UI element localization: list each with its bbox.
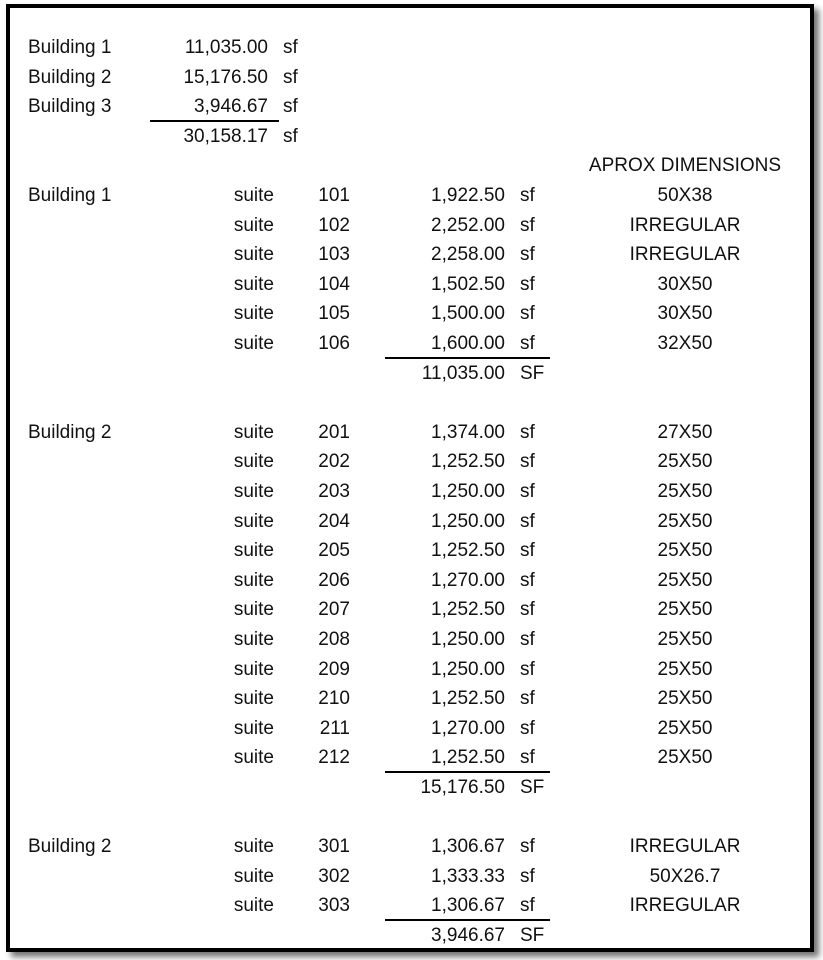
building-subtotal-unit: SF [520,925,545,946]
suite-area: 2,252.00 [431,215,505,236]
summary-building-area: 11,035.00 [184,37,268,58]
suite-dimensions: 30X50 [657,274,713,295]
suite-type: suite [233,185,274,206]
suite-unit: sf [520,451,535,472]
suite-type: suite [233,659,274,680]
suite-dimensions: IRREGULAR [629,895,741,916]
suite-number: 203 [318,481,350,502]
building-subtotal-unit: SF [520,363,545,384]
suite-unit: sf [520,659,535,680]
suite-type: suite [233,540,274,561]
document-frame [6,4,814,952]
suite-number: 104 [318,274,350,295]
suite-area: 1,600.00 [431,333,505,354]
suite-type: suite [233,747,274,768]
building-subtotal-area: 3,946.67 [431,925,505,946]
suite-unit: sf [520,215,535,236]
suite-number: 302 [318,866,350,887]
suite-unit: sf [520,599,535,620]
summary-unit: sf [283,67,298,88]
building-subtotal-underline [385,357,550,359]
suite-number: 102 [318,215,350,236]
suite-area: 1,502.50 [431,274,505,295]
suite-area: 1,270.00 [431,570,505,591]
suite-unit: sf [520,629,535,650]
suite-area: 1,252.50 [431,451,505,472]
suite-type: suite [233,511,274,532]
suite-unit: sf [520,836,535,857]
suite-dimensions: IRREGULAR [629,215,741,236]
suite-area: 1,252.50 [431,688,505,709]
suite-dimensions: 25X50 [657,747,713,768]
suite-dimensions: 50X26.7 [649,866,721,887]
suite-unit: sf [520,747,535,768]
suite-area: 1,252.50 [431,747,505,768]
suite-dimensions: 25X50 [657,718,713,739]
building-subtotal-underline [385,919,550,921]
building-label: Building 2 [28,422,112,443]
building-label: Building 1 [28,185,112,206]
suite-number: 212 [318,747,350,768]
summary-total-unit: sf [283,126,298,147]
suite-area: 1,500.00 [431,303,505,324]
summary-building-area: 15,176.50 [183,67,268,88]
suite-type: suite [233,274,274,295]
suite-type: suite [233,303,274,324]
suite-unit: sf [520,481,535,502]
suite-unit: sf [520,866,535,887]
suite-type: suite [233,895,274,916]
dimensions-header: APROX DIMENSIONS [588,155,782,176]
suite-number: 103 [318,244,350,265]
suite-area: 1,270.00 [431,718,505,739]
suite-area: 1,306.67 [431,895,505,916]
suite-type: suite [233,688,274,709]
suite-number: 204 [318,511,350,532]
suite-area: 2,258.00 [431,244,505,265]
suite-unit: sf [520,718,535,739]
suite-number: 106 [318,333,350,354]
building-subtotal-unit: SF [520,777,545,798]
suite-dimensions: 30X50 [657,303,713,324]
suite-dimensions: IRREGULAR [629,244,741,265]
suite-number: 202 [318,451,350,472]
suite-unit: sf [520,540,535,561]
suite-dimensions: 25X50 [657,659,713,680]
suite-unit: sf [520,895,535,916]
suite-type: suite [233,333,274,354]
suite-unit: sf [520,688,535,709]
suite-dimensions: 25X50 [657,481,713,502]
suite-dimensions: 32X50 [657,333,713,354]
suite-area: 1,250.00 [431,659,505,680]
suite-number: 303 [318,895,350,916]
suite-type: suite [233,244,274,265]
building-subtotal-area: 15,176.50 [420,777,505,798]
summary-unit: sf [283,37,298,58]
suite-type: suite [233,215,274,236]
suite-number: 211 [319,718,350,739]
suite-area: 1,306.67 [431,836,505,857]
suite-unit: sf [520,422,535,443]
summary-unit: sf [283,96,298,117]
suite-unit: sf [520,333,535,354]
suite-number: 210 [318,688,350,709]
suite-number: 207 [318,599,350,620]
suite-number: 209 [318,659,350,680]
suite-number: 205 [318,540,350,561]
suite-unit: sf [520,303,535,324]
suite-area: 1,250.00 [431,629,505,650]
suite-unit: sf [520,570,535,591]
suite-number: 206 [318,570,350,591]
suite-unit: sf [520,244,535,265]
suite-dimensions: 25X50 [657,451,713,472]
suite-dimensions: 25X50 [657,511,713,532]
building-subtotal-underline [385,771,550,773]
summary-building-label: Building 3 [28,96,112,117]
suite-dimensions: 27X50 [657,422,713,443]
suite-dimensions: 25X50 [657,540,713,561]
suite-unit: sf [520,274,535,295]
building-subtotal-area: 11,035.00 [421,363,505,384]
suite-type: suite [233,599,274,620]
building-label: Building 2 [28,836,112,857]
summary-building-label: Building 2 [28,67,112,88]
suite-unit: sf [520,511,535,532]
summary-building-area: 3,946.67 [194,96,268,117]
summary-underline [150,120,279,122]
suite-type: suite [233,629,274,650]
suite-area: 1,252.50 [431,540,505,561]
suite-dimensions: 25X50 [657,629,713,650]
suite-dimensions: IRREGULAR [629,836,741,857]
suite-unit: sf [520,185,535,206]
suite-type: suite [233,481,274,502]
suite-number: 208 [318,629,350,650]
suite-type: suite [233,451,274,472]
suite-dimensions: 25X50 [657,599,713,620]
suite-type: suite [233,570,274,591]
suite-dimensions: 25X50 [657,688,713,709]
summary-total-area: 30,158.17 [183,126,268,147]
suite-area: 1,922.50 [431,185,505,206]
suite-number: 101 [318,185,350,206]
suite-type: suite [233,866,274,887]
suite-number: 201 [318,422,350,443]
suite-area: 1,252.50 [431,599,505,620]
summary-building-label: Building 1 [28,37,112,58]
suite-type: suite [233,422,274,443]
suite-type: suite [233,718,274,739]
suite-dimensions: 25X50 [657,570,713,591]
suite-area: 1,374.00 [431,422,505,443]
suite-type: suite [233,836,274,857]
suite-area: 1,250.00 [431,511,505,532]
suite-area: 1,333.33 [431,866,505,887]
suite-number: 105 [318,303,350,324]
suite-area: 1,250.00 [431,481,505,502]
suite-number: 301 [318,836,350,857]
suite-dimensions: 50X38 [657,185,713,206]
